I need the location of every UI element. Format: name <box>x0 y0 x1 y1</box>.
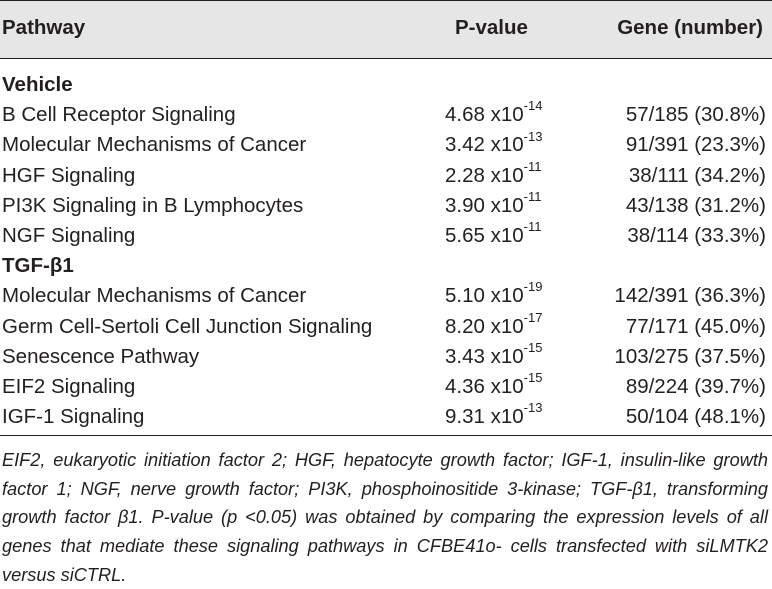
pathway-cell: Senescence Pathway <box>2 344 200 368</box>
gene-number-cell: 38/114 (33.3%) <box>627 223 766 247</box>
pvalue-cell <box>445 158 542 188</box>
table-row <box>0 99 772 129</box>
gene-number-cell: 103/275 (37.5%) <box>614 344 766 368</box>
group-header-row <box>0 69 772 99</box>
pvalue-cell <box>445 309 543 339</box>
pvalue-mantissa: 3.90 x10 <box>445 193 524 217</box>
pvalue-mantissa: 8.20 x10 <box>445 314 524 338</box>
gene-number-cell: 91/391 (23.3%) <box>625 133 766 157</box>
pvalue-mantissa: 4.68 x10 <box>445 103 524 127</box>
table-row <box>0 341 772 371</box>
pvalue-exponent: -13 <box>523 400 543 416</box>
pvalue-mantissa: 3.43 x10 <box>445 344 524 368</box>
pvalue-mantissa: 2.28 x10 <box>445 163 524 187</box>
gene-number-cell: 77/171 (45.0%) <box>625 314 766 338</box>
pathway-cell: IGF-1 Signaling <box>2 405 145 429</box>
pathway-cell: PI3K Signaling in B Lymphocytes <box>2 193 304 217</box>
pvalue-exponent: -14 <box>523 98 543 114</box>
gene-number-cell: 89/224 (39.7%) <box>625 374 766 398</box>
pathway-cell: HGF Signaling <box>2 163 136 187</box>
pathway-cell: B Cell Receptor Signaling <box>2 103 236 127</box>
table-row <box>0 401 772 431</box>
pvalue-cell <box>445 339 543 369</box>
gene-number-cell: 57/185 (30.8%) <box>625 103 766 127</box>
pathway-cell: Molecular Mechanisms of Cancer <box>2 133 307 157</box>
group-header-row <box>0 250 772 280</box>
pvalue-cell <box>445 128 543 157</box>
header-gene-number: Gene (number) <box>617 16 763 39</box>
pvalue-cell <box>445 219 542 248</box>
pvalue-exponent: -19 <box>523 279 543 295</box>
header-pvalue: P-value <box>455 16 528 39</box>
table-row <box>0 129 772 159</box>
pvalue-mantissa: 3.42 x10 <box>445 133 524 157</box>
pvalue-cell <box>445 400 543 429</box>
group-label: TGF-β1 <box>2 254 74 278</box>
pvalue-mantissa: 4.36 x10 <box>445 374 524 398</box>
gene-number-cell: 142/391 (36.3%) <box>614 284 766 308</box>
pvalue-exponent: -11 <box>523 158 542 174</box>
pvalue-exponent: -17 <box>523 309 543 325</box>
pvalue-exponent: -15 <box>523 370 543 386</box>
pvalue-exponent: -11 <box>523 188 542 204</box>
table-row <box>0 160 772 190</box>
pvalue-cell <box>445 188 542 218</box>
pvalue-exponent: -11 <box>523 219 542 235</box>
table-header <box>0 0 772 59</box>
table-row <box>0 280 772 310</box>
table-row <box>0 190 772 220</box>
pathway-cell: Molecular Mechanisms of Cancer <box>2 284 307 308</box>
pathway-cell: NGF Signaling <box>2 223 136 247</box>
table-row <box>0 371 772 401</box>
gene-number-cell: 50/104 (48.1%) <box>625 405 766 429</box>
table-body <box>0 59 772 436</box>
group-label: Vehicle <box>2 73 73 96</box>
header-pathway: Pathway <box>2 16 86 39</box>
pvalue-mantissa: 5.10 x10 <box>445 284 524 308</box>
pvalue-mantissa: 5.65 x10 <box>445 223 524 247</box>
pvalue-cell <box>445 98 543 127</box>
table-row <box>0 220 772 250</box>
pvalue-cell <box>445 279 543 308</box>
table-footnote: EIF2, eukaryotic initiation factor 2; HGF, hepatocyte growth factor; IGF-1, insulin-like growth factor 1; NGF, nerve growth factor; PI3K, phosphoinositide 3-kinase; TGF-β1, transforming growth factor β1. P-value (p <0.05) was obtained by comparing the expression levels of all genes that mediate these signaling pathways in CFBE41o- cells transfected with siLMTK2 versus siCTRL. <box>2 450 768 585</box>
pvalue-exponent: -13 <box>523 128 543 144</box>
pathway-cell: EIF2 Signaling <box>2 374 136 398</box>
pvalue-exponent: -15 <box>523 339 543 355</box>
pvalue-cell <box>445 370 543 399</box>
gene-number-cell: 43/138 (31.2%) <box>625 193 766 217</box>
pvalue-mantissa: 9.31 x10 <box>445 405 524 429</box>
pathway-cell: Germ Cell-Sertoli Cell Junction Signaling <box>2 314 373 338</box>
gene-number-cell: 38/111 (34.2%) <box>628 163 766 187</box>
table-row <box>0 311 772 341</box>
